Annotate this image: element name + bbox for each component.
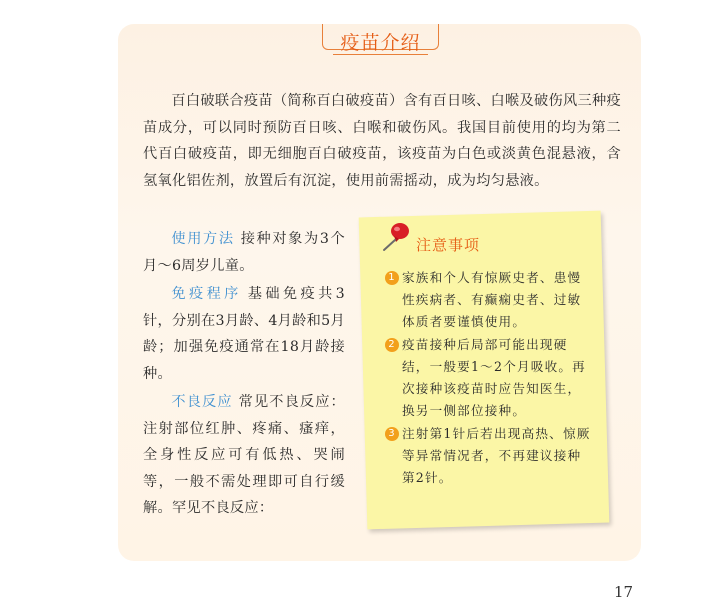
schedule-label: 免疫程序 — [171, 286, 242, 302]
note-list — [385, 267, 592, 490]
number-badge: 2 — [385, 338, 399, 352]
adverse-paragraph — [143, 389, 345, 522]
note-item-text: 家族和个人有惊厥史者、患慢性疾病者、有癫痫史者、过敏体质者要谨慎使用。 — [402, 270, 582, 329]
number-badge: 1 — [385, 271, 399, 285]
left-column — [143, 226, 345, 524]
note-item-text: 疫苗接种后局部可能出现硬结，一般要1～2个月吸收。再次接种该疫苗时应告知医生，换另一侧部位接种。 — [402, 337, 586, 418]
schedule-text: 基础免疫共3针，分别在3月龄、4月龄和5月龄；加强免疫通常在18月龄接种。 — [143, 286, 346, 382]
usage-label: 使用方法 — [171, 231, 235, 247]
section-title: 疫苗介绍 — [340, 32, 421, 54]
note-item — [385, 267, 592, 333]
note-item-text: 注射第1针后若出现高热、惊厥等异常情况者，不再建议接种第2针。 — [402, 426, 591, 485]
schedule-paragraph — [143, 281, 345, 387]
note-title: 注意事项 — [416, 236, 481, 254]
intro-paragraph: 百白破联合疫苗（简称百白破疫苗）含有百日咳、白喉及破伤风三种疫苗成分，可以同时预防百日咳、白喉和破伤风。我国目前使用的均为第二代百白破疫苗，即无细胞百白破疫苗，该疫苗为白色或淡黄色混悬液，含氢氧化铝佐剂，放置后有沉淀，使用前需摇动，成为均匀悬液。 — [143, 93, 621, 189]
usage-text: 接种对象为3个月～6周岁儿童。 — [143, 231, 345, 274]
page-number: 17 — [614, 583, 634, 601]
adverse-label: 不良反应 — [171, 394, 233, 410]
usage-paragraph — [143, 226, 345, 279]
number-badge: 3 — [385, 427, 399, 441]
note-item — [385, 423, 592, 489]
pushpin-icon — [378, 220, 412, 254]
adverse-text: 常见不良反应：注射部位红肿、疼痛、瘙痒，全身性反应可有低热、哭闹等，一般不需处理即可自行缓解。罕见不良反应： — [143, 394, 345, 516]
note-item — [385, 334, 592, 422]
